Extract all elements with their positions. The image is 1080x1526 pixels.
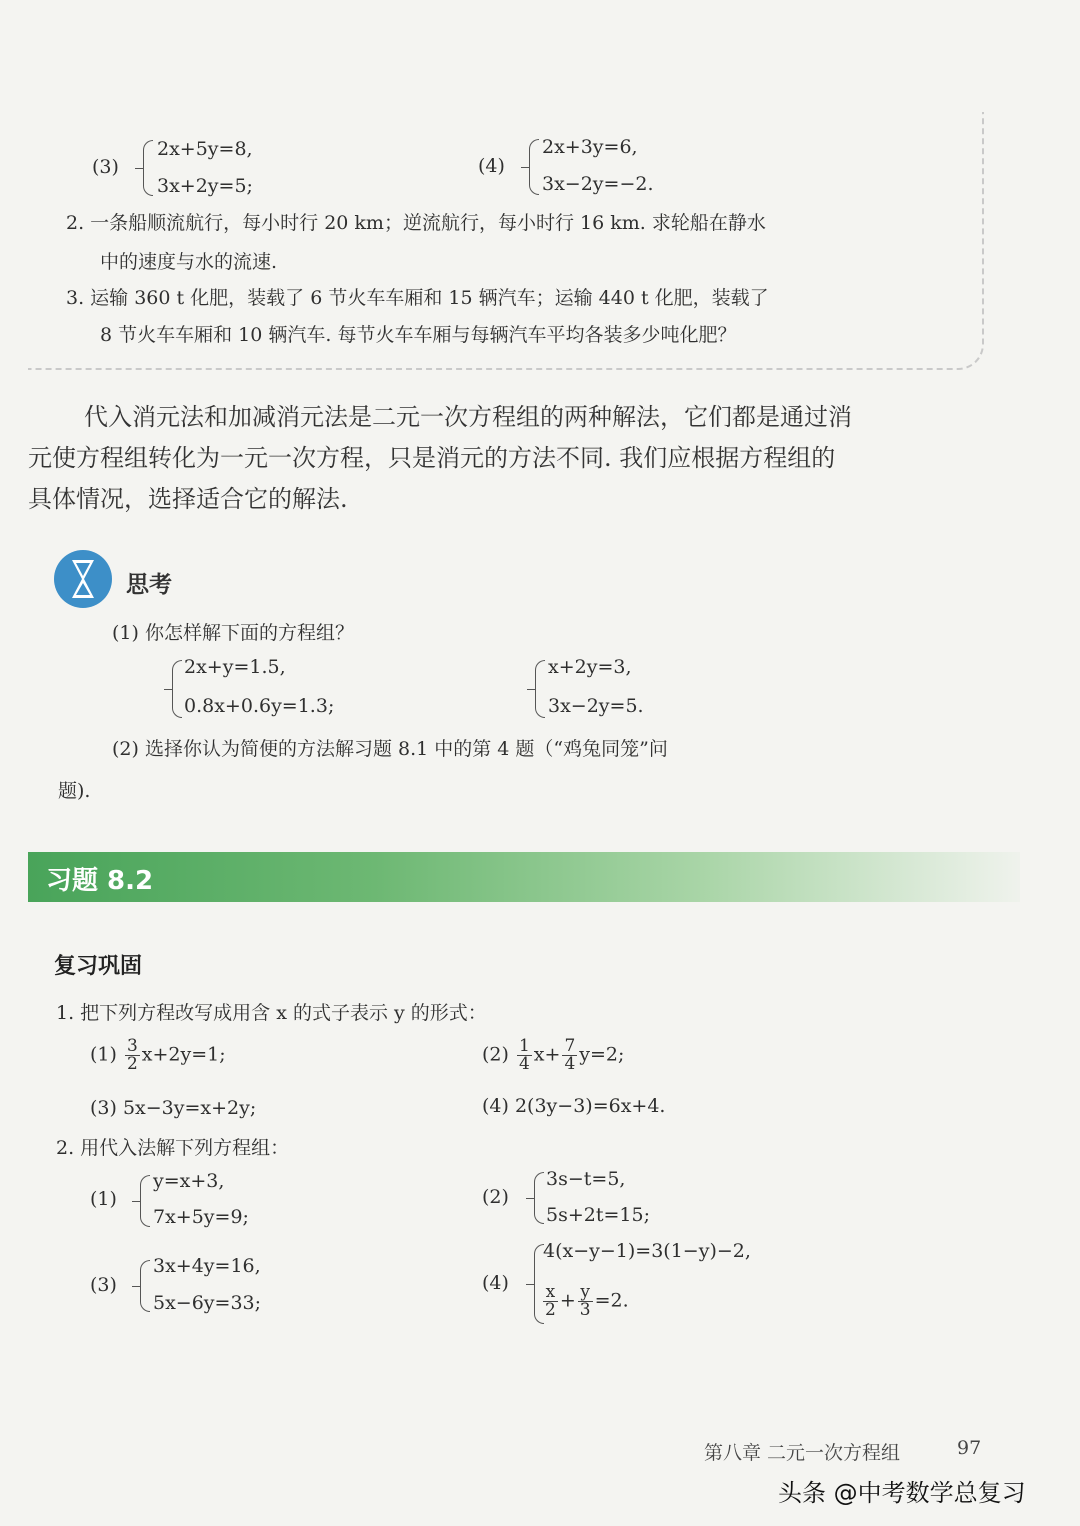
paragraph-line2: 元使方程组转化为一元一次方程，只是消元的方法不同. 我们应根据方程组的: [28, 444, 836, 472]
numerator: 3: [126, 1036, 138, 1056]
equation: 3x+2y=5;: [157, 175, 253, 197]
equation: y=x+3,: [153, 1170, 225, 1192]
equation: 5x−6y=33;: [153, 1292, 262, 1314]
question-2-line1: 2. 一条船顺流航行，每小时行 20 km；逆流航行，每小时行 16 km. 求轮船在静水: [66, 212, 766, 234]
item3-label: (3): [92, 156, 119, 178]
item-label: (1): [90, 1188, 117, 1210]
equation: 2x+5y=8,: [157, 138, 253, 160]
denominator: 2: [126, 1054, 138, 1074]
equation: [541, 1284, 629, 1319]
equation-mid: x+: [533, 1043, 561, 1066]
denominator: 2: [545, 1300, 556, 1320]
brace: [534, 1172, 544, 1224]
page-number: 97: [957, 1437, 982, 1459]
item4-label: (4): [478, 155, 505, 177]
exercise-header-bar: [28, 852, 1020, 902]
equation: 2x+y=1.5,: [184, 656, 286, 678]
fraction: [578, 1284, 593, 1319]
footer-chapter: 第八章 二元一次方程组: [704, 1442, 901, 1464]
brace: [529, 139, 539, 195]
brace: [140, 1175, 150, 1227]
equation: 5s+2t=15;: [546, 1204, 650, 1226]
equation: 3s−t=5,: [546, 1168, 626, 1190]
paragraph-line3: 具体情况，选择适合它的解法.: [28, 485, 348, 513]
exercise-1-1: [90, 1038, 226, 1073]
equation: 4(x−y−1)=3(1−y)−2,: [543, 1240, 751, 1262]
denominator: 4: [564, 1054, 576, 1074]
numerator: y: [578, 1284, 593, 1302]
numerator: 7: [564, 1036, 576, 1056]
equation-rest: x+2y=1;: [141, 1043, 226, 1066]
equation: 0.8x+0.6y=1.3;: [184, 695, 335, 717]
exercise-title: 习题 8.2: [46, 866, 154, 896]
brace: [140, 1260, 150, 1312]
exercise-1-2: [482, 1038, 624, 1073]
exercise-question-1: 1. 把下列方程改写成用含 x 的式子表示 y 的形式：: [56, 1002, 487, 1024]
brace: [143, 140, 153, 196]
brace: [172, 660, 182, 718]
think-label: 思考: [126, 572, 172, 598]
item-label: (4): [482, 1272, 509, 1294]
equation: 2x+3y=6,: [542, 136, 638, 158]
brace: [535, 660, 545, 718]
equation: 3x−2y=5.: [548, 695, 644, 717]
think-question-1: (1) 你怎样解下面的方程组？: [112, 622, 354, 644]
watermark: 头条 @中考数学总复习: [778, 1479, 1026, 1507]
item-label: (2): [482, 1043, 509, 1066]
equation: 3x+4y=16,: [153, 1255, 261, 1277]
numerator: x: [543, 1284, 558, 1302]
think-icon: [54, 550, 112, 608]
item-label: (1): [90, 1043, 117, 1066]
equation: x+2y=3,: [548, 656, 632, 678]
question-3-line2: 8 节火车车厢和 10 辆汽车. 每节火车车厢与每辆汽车平均各装多少吨化肥？: [100, 324, 737, 346]
section-heading: 复习巩固: [54, 954, 143, 979]
equation: 7x+5y=9;: [153, 1206, 249, 1228]
exercise-1-3: (3) 5x−3y=x+2y;: [90, 1097, 257, 1119]
exercise-1-4: (4) 2(3y−3)=6x+4.: [482, 1095, 666, 1117]
item-label: (3): [90, 1274, 117, 1296]
equation-rest: =2.: [594, 1289, 629, 1312]
exercise-question-2: 2. 用代入法解下列方程组：: [56, 1137, 290, 1159]
paragraph-line1: 代入消元法和加减消元法是二元一次方程组的两种解法，它们都是通过消: [84, 403, 852, 431]
think-question-2-line1: (2) 选择你认为简便的方法解习题 8.1 中的第 4 题（“鸡兔同笼”问: [112, 738, 668, 760]
question-2-line2: 中的速度与水的流速.: [100, 251, 278, 273]
fraction: [125, 1038, 140, 1073]
item-label: (2): [482, 1186, 509, 1208]
equation-rest: y=2;: [579, 1043, 625, 1066]
denominator: 3: [579, 1300, 591, 1320]
fraction: [517, 1038, 532, 1073]
equation: 3x−2y=−2.: [542, 173, 654, 195]
question-3-line1: 3. 运输 360 t 化肥，装载了 6 节火车车厢和 15 辆汽车；运输 440 t 化肥，装载了: [66, 287, 769, 309]
numerator: 1: [518, 1036, 530, 1056]
denominator: 4: [518, 1054, 530, 1074]
fraction: [543, 1284, 558, 1319]
fraction: [562, 1038, 577, 1073]
think-question-2-line2: 题).: [58, 780, 91, 802]
plus-sign: +: [559, 1289, 576, 1312]
